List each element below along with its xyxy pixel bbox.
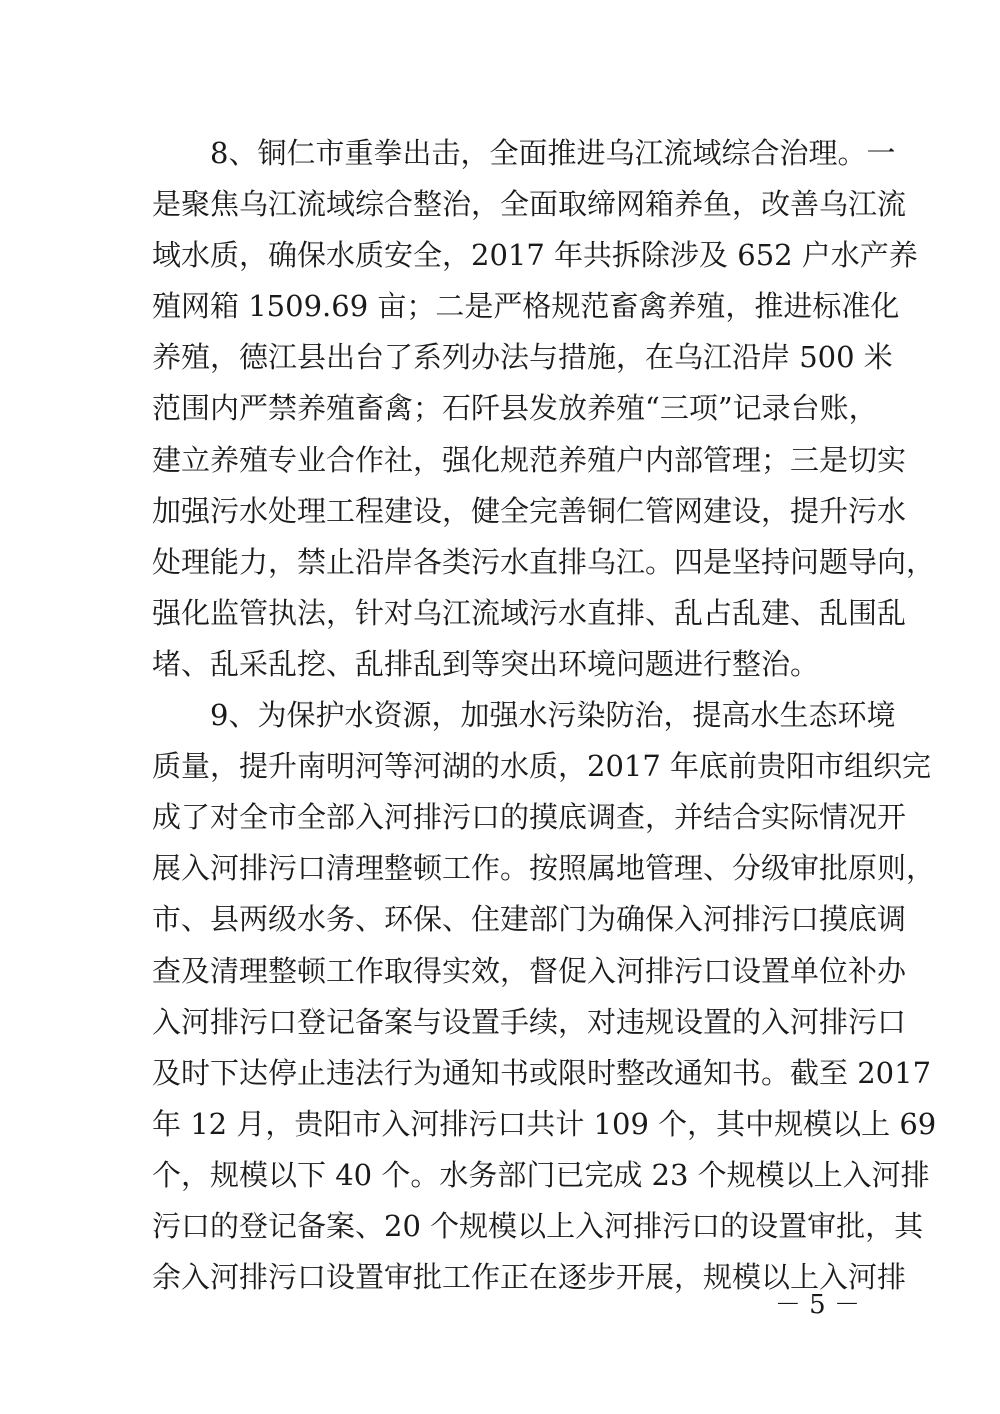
page-number: － 5 － xyxy=(774,1290,860,1320)
paragraph-8 xyxy=(152,128,936,690)
paragraph-9 xyxy=(152,690,937,1303)
text-line: 个，规模以下 40 个。水务部门已完成 23 个规模以上入河排 xyxy=(152,1157,930,1192)
text-line: 范围内严禁养殖畜禽；石阡县发放养殖“三项”记录台账， xyxy=(152,391,878,426)
text-line: 加强污水处理工程建设，健全完善铜仁管网建设，提升污水 xyxy=(152,493,907,528)
text-line: 查及清理整顿工作取得实效，督促入河排污口设置单位补办 xyxy=(152,953,907,988)
text-line: 殖网箱 1509.69 亩；二是严格规范畜禽养殖，推进标准化 xyxy=(152,289,900,324)
text-line: 及时下达停止违法行为通知书或限时整改通知书。截至 2017 xyxy=(152,1055,932,1090)
text-line: 市、县两级水务、环保、住建部门为确保入河排污口摸底调 xyxy=(152,902,907,937)
text-line: 是聚焦乌江流域综合整治，全面取缔网箱养鱼，改善乌江流 xyxy=(152,187,907,222)
text-line: 展入河排污口清理整顿工作。按照属地管理、分级审批原则， xyxy=(152,851,936,886)
text-line: 8、铜仁市重拳出击，全面推进乌江流域综合治理。一 xyxy=(152,136,896,170)
text-line: 域水质，确保水质安全，2017 年共拆除涉及 652 户水产养 xyxy=(152,238,918,273)
text-line: 污口的登记备案、20 个规模以上入河排污口的设置审批，其 xyxy=(152,1208,924,1243)
text-line: 成了对全市全部入河排污口的摸底调查，并结合实际情况开 xyxy=(152,800,907,835)
text-line: 余入河排污口设置审批工作正在逐步开展，规模以上入河排 xyxy=(152,1260,907,1295)
body-text xyxy=(152,128,937,1303)
text-line: 年 12 月，贵阳市入河排污口共计 109 个，其中规模以上 69 xyxy=(152,1106,937,1141)
text-line: 堵、乱采乱挖、乱排乱到等突出环境问题进行整治。 xyxy=(152,646,820,681)
text-line: 养殖，德江县出台了系列办法与措施，在乌江沿岸 500 米 xyxy=(152,340,893,375)
text-line: 处理能力，禁止沿岸各类污水直排乌江。四是坚持问题导向， xyxy=(152,544,936,579)
text-line: 强化监管执法，针对乌江流域污水直排、乱占乱建、乱围乱 xyxy=(152,595,907,630)
text-line: 9、为保护水资源，加强水污染防治，提高水生态环境 xyxy=(152,698,896,733)
text-line: 质量，提升南明河等河湖的水质，2017 年底前贵阳市组织完 xyxy=(152,749,932,784)
text-line: 建立养殖专业合作社，强化规范养殖户内部管理；三是切实 xyxy=(152,442,907,477)
text-line: 入河排污口登记备案与设置手续，对违规设置的入河排污口 xyxy=(152,1004,907,1039)
